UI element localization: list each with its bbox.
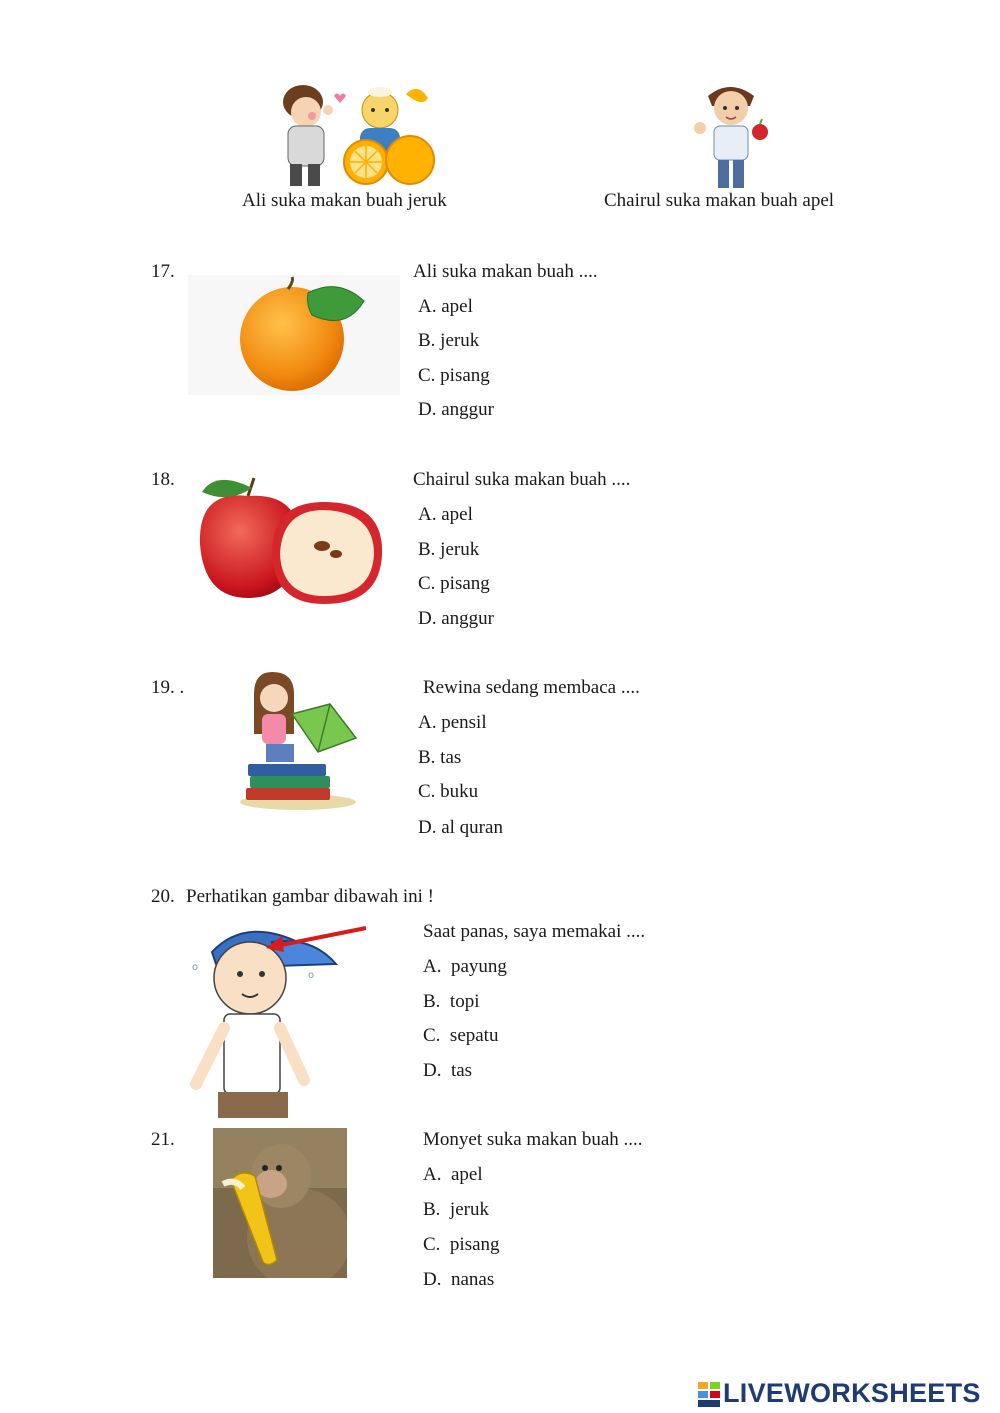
question-17-option-a[interactable]: A. apel	[418, 296, 473, 317]
question-18-option-c[interactable]: C. pisang	[418, 573, 490, 594]
question-19-option-b[interactable]: B. tas	[418, 747, 462, 768]
svg-text:o: o	[192, 962, 199, 973]
apple-image	[188, 472, 388, 612]
question-20-option-b[interactable]: B. topi	[423, 991, 480, 1012]
question-21-text: Monyet suka makan buah ....	[423, 1129, 643, 1150]
question-17-text: Ali suka makan buah ....	[413, 261, 598, 282]
question-20-option-a[interactable]: A. payung	[423, 956, 507, 977]
question-17-number: 17.	[151, 261, 175, 282]
orange-image	[188, 275, 400, 395]
question-21-option-a[interactable]: A. apel	[423, 1164, 483, 1185]
question-17-option-b[interactable]: B. jeruk	[418, 330, 480, 351]
question-20-text: Saat panas, saya memakai ....	[423, 921, 646, 942]
question-17-option-d[interactable]: D. anggur	[418, 399, 494, 420]
question-19-number: 19. .	[151, 677, 185, 698]
question-20-option-c[interactable]: C. sepatu	[423, 1025, 499, 1046]
caption-right: Chairul suka makan buah apel	[604, 190, 835, 211]
question-18-text: Chairul suka makan buah ....	[413, 469, 631, 490]
question-19-text: Rewina sedang membaca ....	[423, 677, 640, 698]
caption-left: Ali suka makan buah jeruk	[242, 190, 447, 211]
question-19-option-c[interactable]: C. buku	[418, 781, 479, 802]
question-20-number: 20.	[151, 886, 175, 907]
question-18-option-b[interactable]: B. jeruk	[418, 539, 480, 560]
question-21-option-c[interactable]: C. pisang	[423, 1234, 500, 1255]
boy-with-oranges-illustration	[268, 80, 438, 190]
question-20-instruction: Perhatikan gambar dibawah ini !	[186, 886, 434, 907]
svg-text:o: o	[308, 970, 315, 981]
liveworksheets-logo-text: LIVEWORKSHEETS	[723, 1378, 981, 1408]
question-18-number: 18.	[151, 469, 175, 490]
question-18-option-d[interactable]: D. anggur	[418, 608, 494, 629]
question-17-option-c[interactable]: C. pisang	[418, 365, 490, 386]
monkey-banana-image	[213, 1128, 347, 1278]
boy-with-apple-illustration	[690, 80, 775, 192]
liveworksheets-logo-icon	[697, 1380, 721, 1408]
question-19-option-d[interactable]: D. al quran	[418, 817, 503, 838]
liveworksheets-logo[interactable]	[697, 1378, 981, 1409]
question-19-option-a[interactable]: A. pensil	[418, 712, 487, 733]
girl-reading-image	[236, 668, 358, 813]
question-21-option-d[interactable]: D. nanas	[423, 1269, 495, 1290]
question-18-option-a[interactable]: A. apel	[418, 504, 473, 525]
question-20-option-d[interactable]: D. tas	[423, 1060, 473, 1081]
boy-with-cap-image	[188, 918, 370, 1118]
question-21-number: 21.	[151, 1129, 175, 1150]
question-21-option-b[interactable]: B. jeruk	[423, 1199, 489, 1220]
